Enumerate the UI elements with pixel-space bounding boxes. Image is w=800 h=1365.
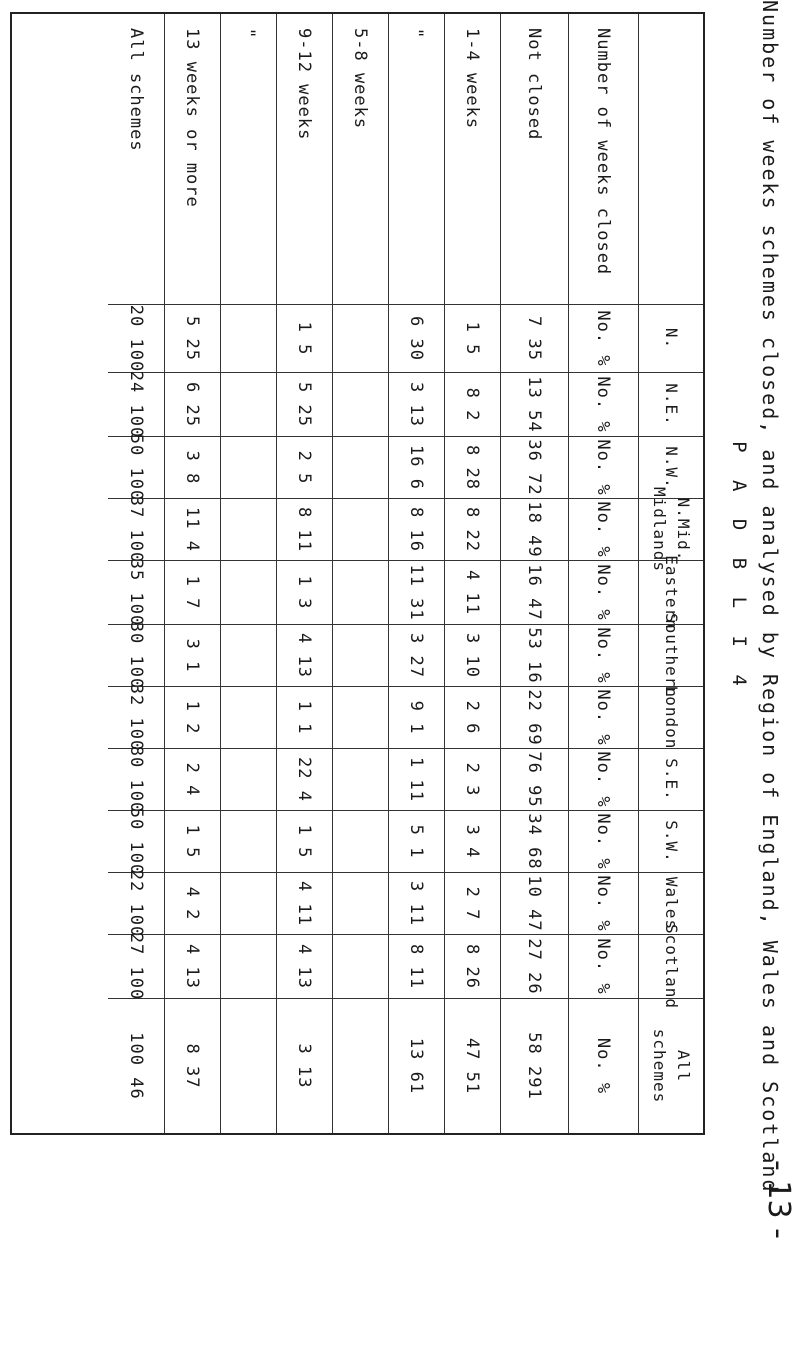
table-cell: No. %: [568, 998, 638, 1133]
column-header: N.E.: [639, 372, 703, 436]
table-cell: 76 95: [500, 748, 568, 810]
table-cell: 4 11: [276, 872, 332, 934]
table-cell: [220, 372, 276, 436]
row-label: 13 weeks or more: [182, 28, 202, 208]
row-label: ": [406, 28, 426, 40]
table-cell: 50 100: [108, 436, 164, 498]
table-cell: 13 54: [500, 372, 568, 436]
table-cell: 58 291: [500, 998, 568, 1133]
page-number: - 13 -: [761, 1160, 796, 1239]
column-header: Eastern: [639, 560, 703, 624]
column-header: N.W.: [639, 436, 703, 498]
table-cell: 1 3: [276, 560, 332, 624]
table-cell: 1 5: [276, 304, 332, 372]
table-cell: 34 68: [500, 810, 568, 872]
table-cell: 4 13: [276, 624, 332, 686]
table-row: [332, 14, 389, 1133]
table-cell: 8 28: [444, 436, 500, 498]
table-cell: [220, 560, 276, 624]
table-cell: 8 2: [444, 372, 500, 436]
table-cell: 1 5: [164, 810, 220, 872]
table-cell: 3 11: [388, 872, 444, 934]
table-cell: 1 7: [164, 560, 220, 624]
table-cell: 2 6: [444, 686, 500, 748]
column-header: S.E.: [639, 748, 703, 810]
column-header: Scotland: [639, 934, 703, 998]
table-cell: 8 16: [388, 498, 444, 560]
table-cell: No. %: [568, 624, 638, 686]
table-cell: [220, 810, 276, 872]
table-cell: [332, 998, 388, 1133]
table-cell: 3 8: [164, 436, 220, 498]
table-cell: 6 25: [164, 372, 220, 436]
table-cell: 4 2: [164, 872, 220, 934]
table-cell: 35 100: [108, 560, 164, 624]
data-table: [10, 12, 705, 1135]
table-cell: 3 10: [444, 624, 500, 686]
page-title: Number of weeks schemes closed, and analysed by Region of England, Wales and Scotland: [758, 0, 782, 1194]
table-cell: 30 100: [108, 624, 164, 686]
table-cell: 7 35: [500, 304, 568, 372]
table-cell: [332, 436, 388, 498]
column-header: Southern: [639, 624, 703, 686]
table-cell: No. %: [568, 304, 638, 372]
table-cell: [332, 810, 388, 872]
table-cell: 4 13: [276, 934, 332, 998]
table-cell: 100 46: [108, 998, 164, 1133]
table-cell: 22 4: [276, 748, 332, 810]
table-cell: 2 4: [164, 748, 220, 810]
column-header: N.Mid. Midlands: [639, 498, 703, 560]
table-cell: 3 27: [388, 624, 444, 686]
table-cell: 3 1: [164, 624, 220, 686]
table-cell: 10 47: [500, 872, 568, 934]
table-cell: [220, 498, 276, 560]
table-cell: 4 13: [164, 934, 220, 998]
row-label: 5-8 weeks: [350, 28, 370, 130]
table-cell: [220, 934, 276, 998]
column-header: All schemes: [639, 998, 703, 1133]
table-cell: 8 22: [444, 498, 500, 560]
table-cell: 8 37: [164, 998, 220, 1133]
table-cell: [332, 748, 388, 810]
table-cell: 2 7: [444, 872, 500, 934]
table-cell: [332, 872, 388, 934]
table-cell: 32 100: [108, 686, 164, 748]
table-cell: 37 100: [108, 498, 164, 560]
table-cell: 6 30: [388, 304, 444, 372]
table-cell: [332, 304, 388, 372]
table-cell: 1 2: [164, 686, 220, 748]
table-cell: [220, 686, 276, 748]
table-cell: 4 11: [444, 560, 500, 624]
table-cell: [220, 624, 276, 686]
table-cell: 80 100: [108, 748, 164, 810]
table-cell: 24 100: [108, 372, 164, 436]
table-cell: No. %: [568, 560, 638, 624]
table-row: [500, 14, 569, 1133]
table-cell: [332, 624, 388, 686]
table-cell: 8 11: [276, 498, 332, 560]
row-label: 1-4 weeks: [462, 28, 482, 130]
table-cell: No. %: [568, 810, 638, 872]
table-cell: 53 16: [500, 624, 568, 686]
table-row: [444, 14, 501, 1133]
table-row: [276, 14, 333, 1133]
table-cell: 1 5: [444, 304, 500, 372]
column-header: London: [639, 686, 703, 748]
table-header-row: [639, 14, 703, 1133]
table-row: [164, 14, 221, 1133]
table-cell: No. %: [568, 498, 638, 560]
table-cell: No. %: [568, 372, 638, 436]
table-cell: 22 100: [108, 872, 164, 934]
table-cell: [332, 372, 388, 436]
row-label: ": [238, 28, 258, 40]
table-cell: 36 72: [500, 436, 568, 498]
table-cell: 3 4: [444, 810, 500, 872]
table-cell: 11 31: [388, 560, 444, 624]
table-cell: [220, 436, 276, 498]
table-row: [568, 14, 639, 1133]
table-cell: [332, 498, 388, 560]
table-cell: 27 26: [500, 934, 568, 998]
row-label: 9-12 weeks: [294, 28, 314, 141]
page-subtitle: P A D B L I 4: [728, 441, 750, 694]
table-cell: [220, 304, 276, 372]
table-cell: 11 4: [164, 498, 220, 560]
table-cell: [332, 934, 388, 998]
column-header: S.W.: [639, 810, 703, 872]
table-cell: 1 1: [276, 686, 332, 748]
table-cell: 27 100: [108, 934, 164, 998]
table-cell: 13 61: [388, 998, 444, 1133]
table-row: [220, 14, 277, 1133]
table-cell: 5 25: [276, 372, 332, 436]
table-cell: No. %: [568, 934, 638, 998]
table-cell: [332, 686, 388, 748]
table-cell: 16 6: [388, 436, 444, 498]
column-header: N.: [639, 304, 703, 372]
column-header: [639, 14, 703, 304]
column-header: Wales: [639, 872, 703, 934]
table-cell: 1 5: [276, 810, 332, 872]
row-label: Not closed: [524, 28, 544, 141]
table-cell: [220, 998, 276, 1133]
table-cell: 3 13: [388, 372, 444, 436]
table-cell: No. %: [568, 436, 638, 498]
table-cell: 8 26: [444, 934, 500, 998]
row-label: All schemes: [126, 28, 146, 152]
table-cell: 1 11: [388, 748, 444, 810]
table-cell: 22 69: [500, 686, 568, 748]
table-cell: 18 49: [500, 498, 568, 560]
table-cell: [220, 748, 276, 810]
row-label: Number of weeks closed: [593, 28, 613, 276]
table-cell: 5 1: [388, 810, 444, 872]
table-cell: 8 11: [388, 934, 444, 998]
table-cell: 47 51: [444, 998, 500, 1133]
table-cell: [220, 872, 276, 934]
table-cell: No. %: [568, 748, 638, 810]
table-cell: 9 1: [388, 686, 444, 748]
table-cell: 50 100: [108, 810, 164, 872]
table-cell: [332, 560, 388, 624]
table-cell: 20 100: [108, 304, 164, 372]
table-cell: No. %: [568, 686, 638, 748]
table-cell: 3 13: [276, 998, 332, 1133]
table-cell: 5 25: [164, 304, 220, 372]
table-row: [388, 14, 445, 1133]
table-row: [108, 14, 165, 1133]
table-cell: 16 47: [500, 560, 568, 624]
table-cell: No. %: [568, 872, 638, 934]
table-cell: 2 3: [444, 748, 500, 810]
table-cell: 2 5: [276, 436, 332, 498]
